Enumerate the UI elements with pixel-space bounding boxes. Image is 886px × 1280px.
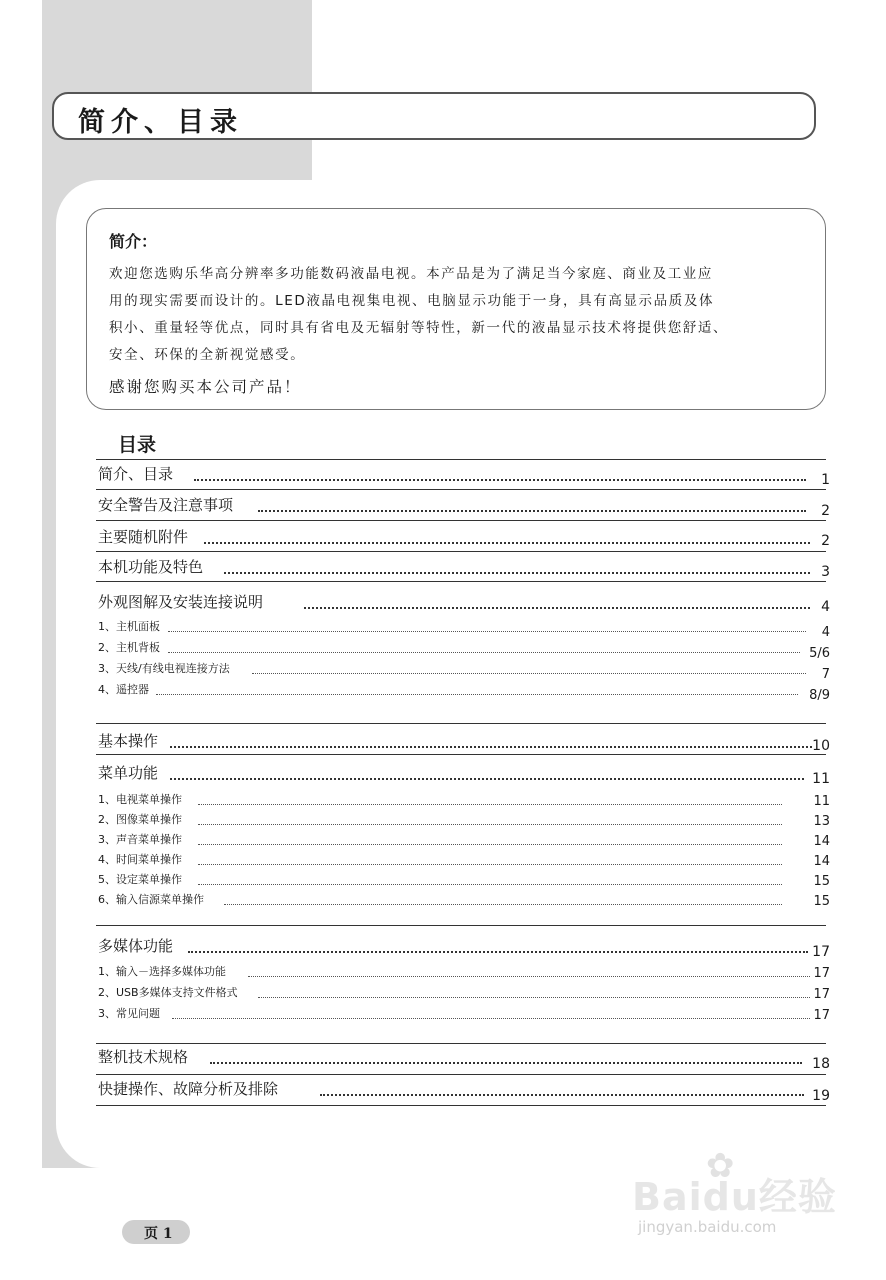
toc-entry-label: 菜单功能 <box>98 764 159 782</box>
toc-entry-label: 1、输入－选择多媒体功能 <box>98 965 226 978</box>
toc-entry[interactable] <box>98 1045 830 1072</box>
page-title: 简介、目录 <box>78 107 243 138</box>
toc-entry-page: 7 <box>821 667 830 682</box>
toc-entry-page: 17 <box>813 966 830 981</box>
toc-entry-label: 3、常见问题 <box>98 1007 160 1020</box>
toc-entry[interactable] <box>98 849 830 867</box>
toc-entry-page: 15 <box>813 874 830 889</box>
toc-entry-page: 1 <box>821 472 830 488</box>
toc-entry-page: 3 <box>821 564 830 580</box>
intro-line: 欢迎您选购乐华高分辨率多功能数码液晶电视。本产品是为了满足当今家庭、商业及工业应 <box>109 266 713 282</box>
toc-separator <box>96 551 826 552</box>
toc-entry-label: 整机技术规格 <box>98 1048 189 1066</box>
toc-entry-label: 安全警告及注意事项 <box>98 496 234 514</box>
toc-entry[interactable] <box>98 869 830 887</box>
toc-separator <box>96 925 826 926</box>
toc-entry-label: 5、设定菜单操作 <box>98 873 182 886</box>
toc-entry-page: 11 <box>813 794 830 809</box>
toc-entry-page: 4 <box>821 599 830 615</box>
toc-entry[interactable] <box>98 658 830 682</box>
toc-entry[interactable] <box>98 1077 830 1104</box>
toc-entry-label: 本机功能及特色 <box>98 558 204 576</box>
toc-entry[interactable] <box>98 462 830 488</box>
toc-entry-label: 2、图像菜单操作 <box>98 813 182 826</box>
toc-entry-label: 多媒体功能 <box>98 937 174 955</box>
toc-entry-label: 4、时间菜单操作 <box>98 853 182 866</box>
intro-line: 用的现实需要而设计的。LED液晶电视集电视、电脑显示功能于一身，具有高显示品质及体 <box>109 293 715 309</box>
toc-entry-page: 14 <box>813 834 830 849</box>
toc-separator <box>96 489 826 490</box>
intro-line: 安全、环保的全新视觉感受。 <box>109 347 306 363</box>
toc-entry-page: 19 <box>812 1088 830 1104</box>
toc-entry[interactable] <box>98 761 830 787</box>
toc-separator <box>96 754 826 755</box>
toc-entry-label: 1、主机面板 <box>98 620 160 633</box>
toc-separator <box>96 1074 826 1075</box>
toc-entry-page: 17 <box>813 1008 830 1023</box>
toc-entry-label: 外观图解及安装连接说明 <box>98 593 264 611</box>
toc-entry[interactable] <box>98 729 830 754</box>
toc-entry[interactable] <box>98 590 830 615</box>
toc-entry-page: 4 <box>821 625 830 640</box>
watermark-site: jingyan.baidu.com <box>638 1218 777 1236</box>
watermark <box>632 1146 842 1246</box>
toc-entry-page: 8/9 <box>809 688 830 703</box>
toc-entry-label: 快捷操作、故障分析及排除 <box>98 1080 279 1098</box>
toc-entry[interactable] <box>98 637 830 661</box>
toc-entry-page: 2 <box>821 533 830 549</box>
toc-entry-page: 5/6 <box>809 646 830 661</box>
intro-thanks: 感谢您购买本公司产品！ <box>109 378 302 396</box>
toc-entry-page: 2 <box>821 503 830 519</box>
toc-entry-label: 3、天线/有线电视连接方法 <box>98 662 230 675</box>
toc-entry-page: 10 <box>812 738 830 754</box>
toc-entry-page: 15 <box>813 894 830 909</box>
intro-heading: 简介： <box>109 232 158 251</box>
toc-entry[interactable] <box>98 889 830 907</box>
toc-separator <box>96 581 826 582</box>
toc-entry[interactable] <box>98 493 830 519</box>
toc-entry[interactable] <box>98 555 830 580</box>
toc-entry[interactable] <box>98 961 830 979</box>
toc-entry[interactable] <box>98 679 830 703</box>
toc-entry-label: 简介、目录 <box>98 465 174 483</box>
toc-entry-label: 3、声音菜单操作 <box>98 833 182 846</box>
page-number: 页 1 <box>144 1226 173 1242</box>
toc-entry-label: 主要随机附件 <box>98 528 189 546</box>
toc-separator <box>96 1105 826 1106</box>
toc-entry[interactable] <box>98 616 830 640</box>
toc-entry[interactable] <box>98 1003 830 1021</box>
toc-entry-page: 13 <box>813 814 830 829</box>
toc-entry-label: 2、USB多媒体支持文件格式 <box>98 986 238 999</box>
toc-entry[interactable] <box>98 934 830 960</box>
toc-entry-page: 11 <box>812 771 830 787</box>
toc-entry-label: 6、输入信源菜单操作 <box>98 893 204 906</box>
toc-entry-label: 2、主机背板 <box>98 641 160 654</box>
watermark-brand: Baidu经验 <box>632 1175 837 1219</box>
toc-entry-label: 4、遥控器 <box>98 683 149 696</box>
toc-entry-label: 基本操作 <box>98 732 159 750</box>
paw-icon: ✿ <box>706 1146 735 1186</box>
toc-entry[interactable] <box>98 789 830 807</box>
toc-separator <box>96 723 826 724</box>
title-box <box>52 92 816 140</box>
toc-entry-page: 18 <box>812 1056 830 1072</box>
intro-box <box>86 208 826 410</box>
toc-heading: 目录 <box>118 434 157 456</box>
toc-entry-label: 1、电视菜单操作 <box>98 793 182 806</box>
toc-entry-page: 17 <box>813 987 830 1002</box>
toc-separator <box>96 1043 826 1044</box>
toc-separator <box>96 459 826 460</box>
toc-entry[interactable] <box>98 809 830 827</box>
toc-entry[interactable] <box>98 982 830 1000</box>
page-number-pill <box>122 1220 190 1244</box>
toc-entry[interactable] <box>98 829 830 847</box>
toc-separator <box>96 520 826 521</box>
intro-line: 积小、重量轻等优点，同时具有省电及无辐射等特性，新一代的液晶显示技术将提供您舒适、 <box>109 320 729 336</box>
toc-entry-page: 17 <box>812 944 830 960</box>
toc-entry-page: 14 <box>813 854 830 869</box>
toc-entry[interactable] <box>98 525 830 547</box>
